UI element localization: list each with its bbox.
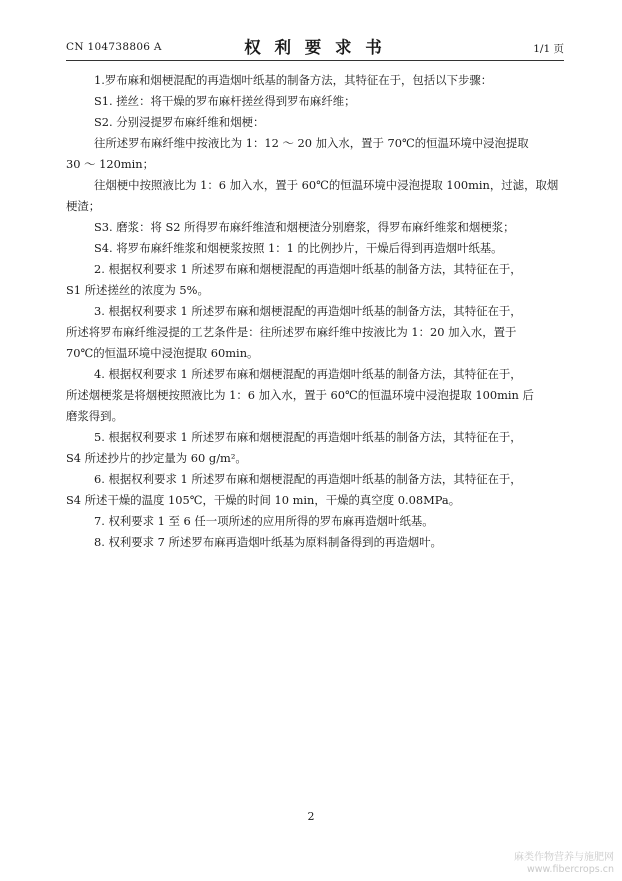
step-s2-fiber-extraction	[66, 133, 560, 175]
step-s2: S2. 分别浸提罗布麻纤维和烟梗：	[94, 115, 265, 129]
step-s2-stem-line1: 往烟梗中按照液比为 1：6 加入水，置于 60℃的恒温环境中浸泡提取 100min，过滤，取烟	[94, 178, 559, 192]
page-number: 2	[307, 810, 315, 823]
claim-3-line3: 70℃的恒温环境中浸泡提取 60min。	[66, 346, 259, 360]
claim-4-line3: 磨浆得到。	[66, 409, 123, 423]
claims-body	[66, 70, 560, 553]
patent-number: CN 104738806 A	[66, 41, 162, 53]
claim-8: 8. 权利要求 7 所述罗布麻再造烟叶纸基为原料制备得到的再造烟叶。	[94, 535, 442, 549]
step-s3: S3. 磨浆：将 S2 所得罗布麻纤维渣和烟梗渣分别磨浆，得罗布麻纤维浆和烟梗浆；	[94, 220, 515, 234]
claim-6-line2: S4 所述干燥的温度 105℃，干燥的时间 10 min，干燥的真空度 0.08MPa。	[66, 493, 461, 507]
claim-4-line2: 所述烟梗浆是将烟梗按照液比为 1：6 加入水，置于 60℃的恒温环境中浸泡提取 100min 后	[66, 388, 534, 402]
claim-6	[66, 469, 560, 511]
claim-2	[66, 259, 560, 301]
claim-4-line1: 4. 根据权利要求 1 所述罗布麻和烟梗混配的再造烟叶纸基的制备方法，其特征在于，	[94, 367, 522, 381]
header-divider	[66, 60, 564, 61]
claim-5	[66, 427, 560, 469]
step-s1: S1. 搓丝：将干燥的罗布麻杆搓丝得到罗布麻纤维；	[94, 94, 356, 108]
step-s2-fiber-line1: 往所述罗布麻纤维中按液比为 1：12 ～ 20 加入水，置于 70℃的恒温环境中浸泡提取	[94, 136, 529, 150]
claim-6-line1: 6. 根据权利要求 1 所述罗布麻和烟梗混配的再造烟叶纸基的制备方法，其特征在于，	[94, 472, 522, 486]
claim-3-line2: 所述将罗布麻纤维浸提的工艺条件是：往所述罗布麻纤维中按液比为 1：20 加入水，置于	[66, 325, 517, 339]
page-info: 1/1 页	[533, 43, 564, 55]
page-header	[66, 34, 564, 58]
step-s2-stem-line2: 梗渣；	[66, 199, 101, 213]
step-s2-fiber-line2: 30 ～ 120min；	[66, 157, 155, 171]
step-s2-stem-extraction	[66, 175, 560, 217]
step-s4: S4. 将罗布麻纤维浆和烟梗浆按照 1：1 的比例抄片，干燥后得到再造烟叶纸基。	[94, 241, 503, 255]
claim-2-line2: S1 所述搓丝的浓度为 5%。	[66, 283, 209, 297]
claim-1-intro: 1.罗布麻和烟梗混配的再造烟叶纸基的制备方法，其特征在于，包括以下步骤：	[94, 73, 493, 87]
watermark-url: www.fibercrops.cn	[527, 864, 614, 875]
claim-2-line1: 2. 根据权利要求 1 所述罗布麻和烟梗混配的再造烟叶纸基的制备方法，其特征在于，	[94, 262, 522, 276]
site-watermark	[514, 852, 614, 876]
claim-5-line2: S4 所述抄片的抄定量为 60 g/m²。	[66, 451, 247, 465]
watermark-site-name: 麻类作物营养与施肥网	[514, 852, 614, 863]
claim-3	[66, 301, 560, 364]
claim-5-line1: 5. 根据权利要求 1 所述罗布麻和烟梗混配的再造烟叶纸基的制备方法，其特征在于，	[94, 430, 522, 444]
claim-7: 7. 权利要求 1 至 6 任一项所述的应用所得的罗布麻再造烟叶纸基。	[94, 514, 434, 528]
claim-4	[66, 364, 560, 427]
document-title: 权 利 要 求 书	[244, 38, 386, 57]
claim-3-line1: 3. 根据权利要求 1 所述罗布麻和烟梗混配的再造烟叶纸基的制备方法，其特征在于，	[94, 304, 522, 318]
